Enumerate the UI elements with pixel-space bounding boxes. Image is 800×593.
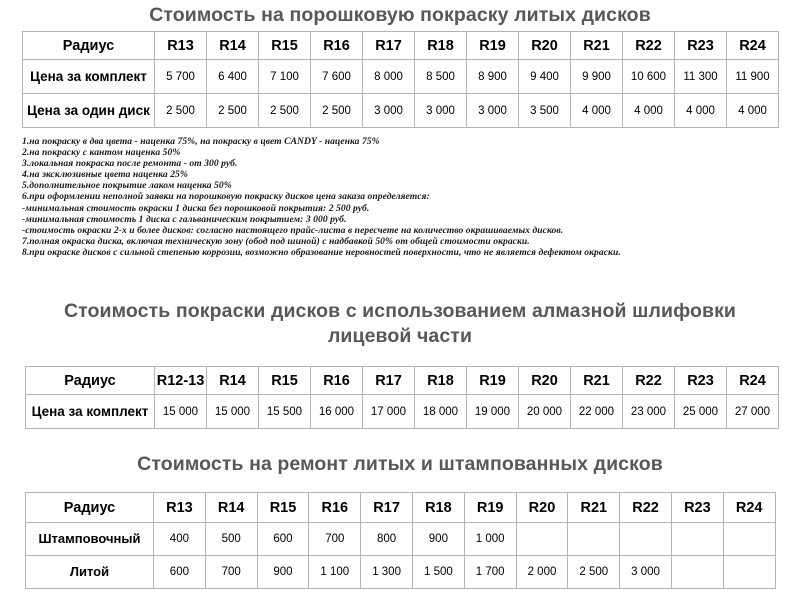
note-item: 6.при оформлении неполной заявки на порошковую покраску дисков цена заказа определяется: — [22, 191, 430, 203]
cell-value: 3 000 — [620, 556, 672, 589]
note-item: 2.на покраску с кантом наценка 50% — [22, 147, 181, 159]
row-label-price-per-set: Цена за комплект — [23, 60, 155, 94]
cell-value: 1 300 — [361, 556, 413, 589]
column-header-r21: R21 — [568, 493, 620, 523]
cell-value: 10 600 — [623, 60, 675, 94]
cell-value: 2 500 — [207, 94, 259, 128]
cell-value: 2 500 — [259, 94, 311, 128]
table-header-row — [23, 32, 779, 60]
cell-value: 9 900 — [571, 60, 623, 94]
cell-value: 7 600 — [311, 60, 363, 94]
cell-value: 4 000 — [571, 94, 623, 128]
column-header-r20: R20 — [519, 367, 571, 395]
note-subitem: -минимальная стоимость окраски 1 диска без порошковой покрытия: 2 500 руб. — [22, 202, 370, 214]
table-powder-coating — [22, 31, 779, 128]
column-header-r18: R18 — [415, 367, 467, 395]
cell-value — [723, 523, 775, 556]
column-header-radius: Радиус — [26, 493, 154, 523]
column-header-r17: R17 — [363, 32, 415, 60]
column-header-r19: R19 — [467, 367, 519, 395]
column-header-r12-13: R12-13 — [155, 367, 207, 395]
cell-value: 2 000 — [516, 556, 568, 589]
column-header-r21: R21 — [571, 367, 623, 395]
row-label-cast: Литой — [26, 556, 154, 589]
column-header-r23: R23 — [671, 493, 723, 523]
cell-value: 15 000 — [207, 395, 259, 429]
cell-value: 400 — [154, 523, 206, 556]
table-header-row — [26, 493, 776, 523]
row-label-stamped: Штамповочный — [26, 523, 154, 556]
cell-value: 19 000 — [467, 395, 519, 429]
note-subitem: -стоимость окраски 2-х и более дисков: согласно настоящего прайс-листа в пересчете на количество окрашиваемых дисков. — [22, 224, 564, 236]
column-header-r15: R15 — [259, 32, 311, 60]
cell-value: 25 000 — [675, 395, 727, 429]
cell-value: 15 500 — [259, 395, 311, 429]
cell-value: 23 000 — [623, 395, 675, 429]
column-header-r24: R24 — [723, 493, 775, 523]
column-header-r15: R15 — [259, 367, 311, 395]
cell-value: 18 000 — [415, 395, 467, 429]
cell-value: 900 — [257, 556, 309, 589]
column-header-r15: R15 — [257, 493, 309, 523]
column-header-r14: R14 — [207, 367, 259, 395]
column-header-r20: R20 — [519, 32, 571, 60]
note-item: 5.дополнительное покрытие лаком наценка 50% — [22, 180, 232, 192]
cell-value: 2 500 — [155, 94, 207, 128]
cell-value: 8 000 — [363, 60, 415, 94]
column-header-radius: Радиус — [23, 32, 155, 60]
cell-value: 8 900 — [467, 60, 519, 94]
cell-value — [620, 523, 672, 556]
table-header-row — [26, 367, 779, 395]
column-header-r16: R16 — [311, 32, 363, 60]
page-title-repair: Стоимость на ремонт литых и штампованных дисков — [137, 453, 663, 475]
column-header-r22: R22 — [623, 32, 675, 60]
cell-value: 1 700 — [464, 556, 516, 589]
table-row — [26, 395, 779, 429]
cell-value: 11 300 — [675, 60, 727, 94]
cell-value: 22 000 — [571, 395, 623, 429]
column-header-r19: R19 — [464, 493, 516, 523]
table-repair — [25, 492, 776, 589]
table-row — [26, 523, 776, 556]
column-header-r20: R20 — [516, 493, 568, 523]
page-title-diamond-cut: Стоимость покраски дисков с использованием алмазной шлифовки лицевой части — [63, 300, 737, 347]
cell-value: 2 500 — [568, 556, 620, 589]
table-row — [23, 94, 779, 128]
cell-value: 900 — [412, 523, 464, 556]
column-header-r14: R14 — [205, 493, 257, 523]
cell-value: 20 000 — [519, 395, 571, 429]
cell-value — [568, 523, 620, 556]
column-header-r17: R17 — [363, 367, 415, 395]
cell-value: 8 500 — [415, 60, 467, 94]
cell-value: 700 — [205, 556, 257, 589]
cell-value — [516, 523, 568, 556]
note-item: 1.на покраску в два цвета - наценка 75%, на покраску в цвет CANDY - наценка 75% — [22, 136, 380, 147]
row-label-price-per-set: Цена за комплект — [26, 395, 155, 429]
column-header-r24: R24 — [727, 367, 779, 395]
cell-value: 15 000 — [155, 395, 207, 429]
note-subitem: -минимальная стоимость 1 диска с гальваническим покрытием: 3 000 руб. — [22, 213, 347, 225]
cell-value: 700 — [309, 523, 361, 556]
cell-value: 3 000 — [415, 94, 467, 128]
row-label-price-per-disc: Цена за один диск — [23, 94, 155, 128]
cell-value: 4 000 — [675, 94, 727, 128]
cell-value: 6 400 — [207, 60, 259, 94]
column-header-r23: R23 — [675, 367, 727, 395]
cell-value: 800 — [361, 523, 413, 556]
cell-value: 3 000 — [363, 94, 415, 128]
column-header-r24: R24 — [727, 32, 779, 60]
column-header-r18: R18 — [415, 32, 467, 60]
cell-value: 9 400 — [519, 60, 571, 94]
cell-value: 2 500 — [311, 94, 363, 128]
column-header-r17: R17 — [361, 493, 413, 523]
column-header-r22: R22 — [620, 493, 672, 523]
column-header-r16: R16 — [311, 367, 363, 395]
cell-value: 27 000 — [727, 395, 779, 429]
cell-value — [723, 556, 775, 589]
cell-value: 17 000 — [363, 395, 415, 429]
column-header-r18: R18 — [412, 493, 464, 523]
section-powder-coating-header — [0, 2, 800, 27]
column-header-r23: R23 — [675, 32, 727, 60]
cell-value: 5 700 — [155, 60, 207, 94]
cell-value: 600 — [154, 556, 206, 589]
column-header-r21: R21 — [571, 32, 623, 60]
column-header-radius: Радиус — [26, 367, 155, 395]
column-header-r19: R19 — [467, 32, 519, 60]
cell-value: 500 — [205, 523, 257, 556]
cell-value — [671, 556, 723, 589]
cell-value: 3 500 — [519, 94, 571, 128]
cell-value: 3 000 — [467, 94, 519, 128]
note-item: 4.на эксклюзивные цвета наценка 25% — [22, 169, 188, 181]
section-repair-header — [0, 452, 800, 476]
cell-value: 1 100 — [309, 556, 361, 589]
cell-value: 16 000 — [311, 395, 363, 429]
column-header-r13: R13 — [154, 493, 206, 523]
page-title-powder-coating: Стоимость на порошковую покраску литых дисков — [149, 4, 651, 26]
cell-value: 4 000 — [623, 94, 675, 128]
note-item: 8.при окраске дисков с сильной степенью коррозии, возможно образование неровностей поверхности, что не является дефектом окраски. — [22, 246, 621, 258]
cell-value: 7 100 — [259, 60, 311, 94]
table-diamond-cut — [25, 366, 779, 429]
cell-value: 1 500 — [412, 556, 464, 589]
column-header-r22: R22 — [623, 367, 675, 395]
table-row — [23, 60, 779, 94]
cell-value: 1 000 — [464, 523, 516, 556]
notes-list — [22, 136, 792, 258]
cell-value: 11 900 — [727, 60, 779, 94]
note-item: 3.локальная покраска после ремонта - от 300 руб. — [22, 158, 238, 170]
table-row — [26, 556, 776, 589]
cell-value — [671, 523, 723, 556]
cell-value: 600 — [257, 523, 309, 556]
note-item: 7.полная окраска диска, включая техническую зону (обод под шиной) с надбавкой 50% от общей стоимости окраски. — [22, 235, 530, 247]
column-header-r14: R14 — [207, 32, 259, 60]
section-diamond-cut-header — [0, 299, 800, 349]
column-header-r16: R16 — [309, 493, 361, 523]
column-header-r13: R13 — [155, 32, 207, 60]
cell-value: 4 000 — [727, 94, 779, 128]
